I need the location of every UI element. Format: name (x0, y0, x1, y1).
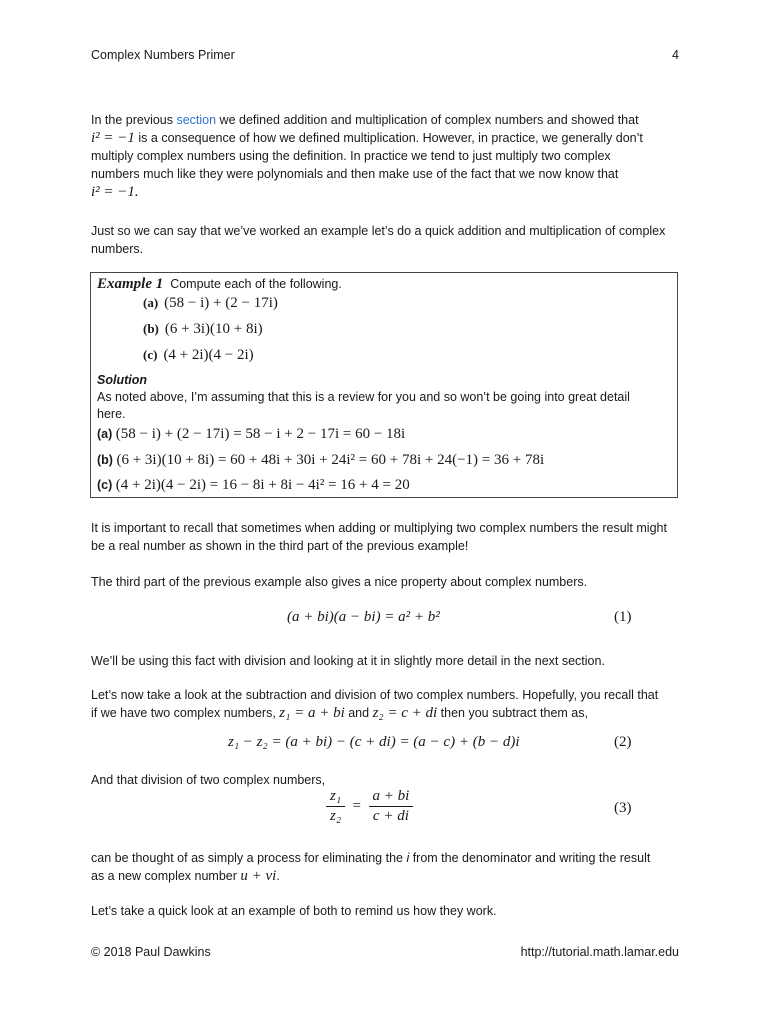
equation-number: (1) (614, 609, 632, 625)
numerator: a + bi (369, 788, 414, 807)
section-link[interactable]: section (176, 113, 217, 127)
paragraph-text: as a new complex number (91, 869, 241, 883)
paragraph: We’ll be using this fact with division and looking at it in slightly more detail in the next section. (91, 654, 605, 668)
paragraph-text: then you subtract them as, (437, 706, 588, 720)
equation-number: (2) (614, 734, 632, 750)
part-label: (c) (143, 347, 158, 362)
answer-label: (b) (97, 453, 113, 467)
document-title: Complex Numbers Primer (91, 48, 235, 62)
intro-text: we defined addition and multiplication of complex numbers and showed that (216, 113, 639, 127)
i-squared-equation: i² = −1. (91, 184, 139, 200)
equation-number: (3) (614, 800, 632, 816)
part-label: (a) (143, 295, 159, 310)
copyright: © 2018 Paul Dawkins (91, 945, 211, 959)
part-label: (b) (143, 321, 159, 336)
z1-definition: z₁ = a + bi (279, 705, 345, 721)
equation-3: $\frac{\text{z₁}}{\text{z₂}}$ = $\frac{a + bi}{c + di}$ (326, 788, 413, 825)
page-number: 4 (672, 48, 679, 62)
example-part-b (143, 321, 263, 338)
paragraph: Just so we can say that we’ve worked an example let’s do a quick addition and multiplication of complex numbers. (91, 224, 666, 256)
fraction-abcd (369, 788, 414, 825)
paragraph: It is important to recall that sometimes when adding or multiplying two complex numbers the result might be a real number as shown in the third part of the previous example! (91, 521, 667, 553)
paragraph: The third part of the previous example also gives a nice property about complex numbers. (91, 575, 588, 589)
part-expression: (58 − i) + (2 − 17i) (164, 295, 278, 311)
example-part-a (143, 295, 278, 312)
paragraph-text: if we have two complex numbers, (91, 706, 280, 720)
equation-2: z₁ − z₂ = (a + bi) − (c + di) = (a − c) + (b − d)i (228, 734, 520, 750)
page-header (91, 48, 679, 62)
paragraph-text: and (344, 706, 373, 720)
page-footer (91, 945, 679, 959)
paragraph (91, 849, 681, 885)
denominator: z₂ (330, 808, 342, 824)
intro-text: is a consequence of how we defined multiplication. However, in practice, we generally don’t (134, 131, 643, 145)
footer-url: http://tutorial.math.lamar.edu (520, 945, 679, 959)
paragraph-text: Let’s now take a look at the subtraction and division of two complex numbers. Hopefully, you recall that (91, 688, 659, 702)
answer-b (97, 452, 544, 469)
part-expression: (4 + 2i)(4 − 2i) (163, 347, 254, 363)
fraction-z (326, 788, 345, 825)
answer-expression: (58 − i) + (2 − 17i) = 58 − i + 2 − 17i = 60 − 18i (115, 426, 406, 442)
example-part-c (143, 347, 254, 364)
part-expression: (6 + 3i)(10 + 8i) (164, 321, 263, 337)
example-prompt: Compute each of the following. (170, 277, 342, 291)
intro-text: multiply complex numbers using the definition. In practice we tend to just multiply two complex (91, 149, 611, 163)
equation-1: (a + bi)(a − bi) = a² + b² (287, 609, 440, 625)
answer-expression: (4 + 2i)(4 − 2i) = 16 − 8i + 8i − 4i² = 16 + 4 = 20 (115, 477, 410, 493)
answer-expression: (6 + 3i)(10 + 8i) = 60 + 48i + 30i + 24i² = 60 + 78i + 24(−1) = 36 + 78i (116, 452, 545, 468)
paragraph (91, 686, 681, 722)
numerator: z₁ (326, 788, 345, 807)
intro-text: numbers much like they were polynomials and then make use of the fact that we now know that (91, 167, 619, 181)
italic-i: i (406, 851, 410, 865)
paragraph: Let’s take a quick look at an example of both to remind us how they work. (91, 904, 497, 918)
answer-label: (c) (97, 478, 113, 492)
solution-text: here. (97, 407, 126, 421)
answer-a (97, 426, 405, 443)
example-box (90, 272, 678, 498)
i-squared-equation: i² = −1 (91, 130, 135, 146)
paragraph: And that division of two complex numbers, (91, 773, 326, 787)
intro-text: In the previous (91, 113, 177, 127)
solution-text: As noted above, I’m assuming that this is a review for you and so won’t be going into great detail (97, 390, 630, 404)
denominator: c + di (372, 808, 409, 824)
answer-c (97, 477, 410, 494)
solution-label: Solution (97, 373, 147, 387)
paragraph-text: . (276, 869, 280, 883)
z2-definition: z₂ = c + di (372, 705, 438, 721)
intro-paragraph (91, 111, 681, 201)
answer-label: (a) (97, 427, 113, 441)
complex-uv: u + vi (240, 868, 277, 884)
paragraph-text: can be thought of as simply a process for eliminating the (91, 851, 407, 865)
paragraph-text: from the denominator and writing the result (409, 851, 651, 865)
example-label: Example 1 (97, 276, 164, 292)
